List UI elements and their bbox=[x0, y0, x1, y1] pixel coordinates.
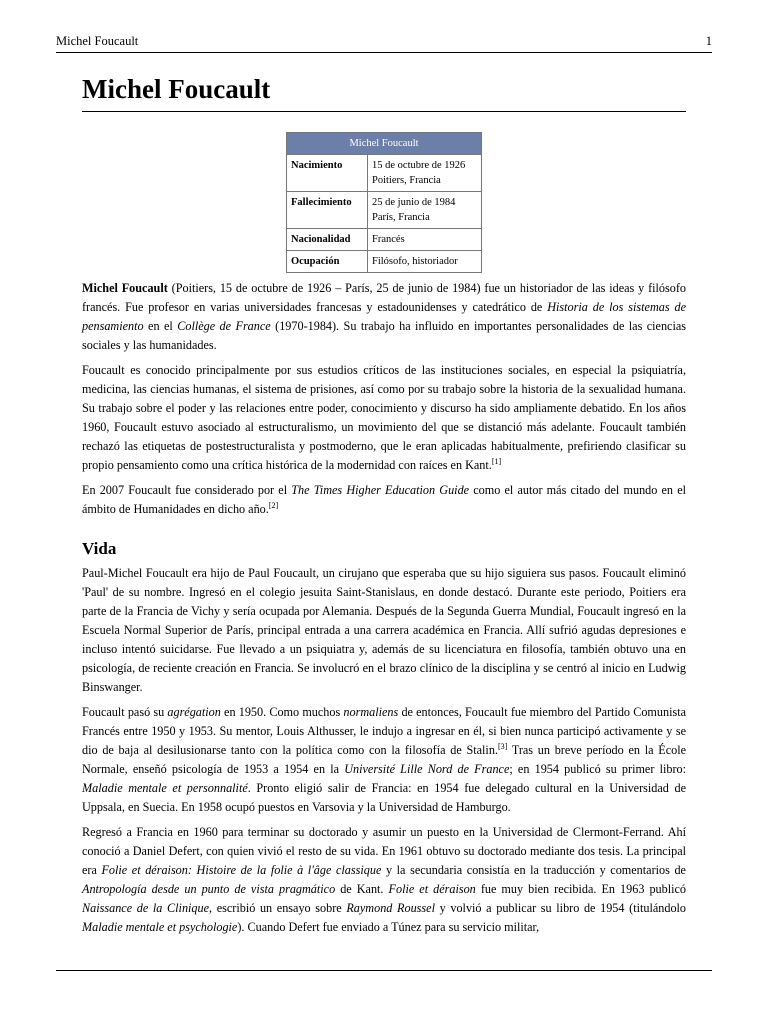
vida-paragraph bbox=[82, 703, 686, 817]
italic-text: Naissance de la Clinique bbox=[82, 901, 210, 915]
italic-text: agrégation bbox=[167, 705, 221, 719]
birth-date: 15 de octubre de 1926 bbox=[372, 160, 466, 171]
text: Foucault pasó su bbox=[82, 705, 168, 719]
intro-paragraph bbox=[82, 481, 686, 519]
text: Regresó a Francia en 1960 para terminar su doctorado y asumir un puesto en la Universidad de Clermont-Ferrand. Ahí conoció a Daniel Defert, con quien vivió el resto de su vida. En 1961 obtuvo su doctorado mediante dos tesis. La principal era bbox=[82, 825, 686, 877]
infobox-row-occupation bbox=[287, 251, 482, 273]
italic-text: Folie et déraison: Histoire de la folie à l'âge classique bbox=[101, 863, 382, 877]
infobox-key: Ocupación bbox=[287, 251, 368, 273]
text: , escribió un ensayo sobre bbox=[209, 901, 347, 915]
text: (Poitiers, 15 de octubre de 1926 – París, 25 de junio de 1984) fue un historiador de las ideas y filósofo francés. Fue profesor en varias universidades francesas y estadounidenses y catedrático de bbox=[82, 281, 686, 314]
text: en 1950. Como muchos bbox=[220, 705, 344, 719]
section-heading-vida: Vida bbox=[82, 539, 117, 558]
text: de Kant. bbox=[335, 882, 389, 896]
italic-text: Antropología desde un punto de vista pragmático bbox=[82, 882, 336, 896]
text: ). Cuando Defert fue enviado a Túnez para su servicio militar, bbox=[237, 920, 540, 934]
infobox-value bbox=[368, 192, 482, 229]
text: como el autor más citado del mundo en el ámbito de Humanidades en dicho año. bbox=[82, 483, 686, 516]
italic-text: The Times Higher Education Guide bbox=[291, 483, 470, 497]
death-place: París, Francia bbox=[372, 212, 430, 223]
article-body bbox=[82, 279, 686, 943]
text: Foucault es conocido principalmente por sus estudios críticos de las instituciones sociales, en especial la psiquiatría, medicina, las ciencias humanas, el sistema de prisiones, así como por su trabajo sobre la historia de la sexualidad humana. Su trabajo sobre el poder y las relaciones entre poder, conocimiento y discurso ha sido ampliamente debatido. En los años 1960, Foucault estuvo asociado al estructuralismo, un movimiento del que se distanció más adelante. Foucault también rechazó las etiquetas de postestructuralista y postmoderno, que le eran aplicadas habitualmente, prefiriendo clasificar su propio pensamiento como una crítica histórica de la modernidad con raíces en Kant. bbox=[82, 363, 686, 472]
infobox-value: Francés bbox=[368, 229, 482, 251]
intro-paragraph bbox=[82, 279, 686, 355]
infobox-key: Nacionalidad bbox=[287, 229, 368, 251]
text: (1970-1984). Su trabajo ha influido en importantes personalidades de las ciencias sociales y las humanidades. bbox=[82, 319, 687, 352]
text: Tras un breve período en la École Normale, enseñó psicología de 1953 a 1954 en la bbox=[82, 743, 687, 776]
infobox-key: Fallecimiento bbox=[287, 192, 368, 229]
text: en el bbox=[143, 319, 178, 333]
italic-text: normaliens bbox=[343, 705, 399, 719]
reference-link[interactable]: [1] bbox=[491, 457, 502, 466]
infobox-row-death bbox=[287, 192, 482, 229]
intro-paragraph bbox=[82, 361, 686, 475]
infobox-key: Nacimiento bbox=[287, 155, 368, 192]
text: En 2007 Foucault fue considerado por el bbox=[82, 483, 292, 497]
vida-paragraph bbox=[82, 823, 686, 937]
text: y volvió a publicar su libro de 1954 (titulándolo bbox=[434, 901, 687, 915]
infobox-value: Filósofo, historiador bbox=[368, 251, 482, 273]
text: y la secundaria consistía en la traducción y comentarios de bbox=[381, 863, 686, 877]
italic-text: Maladie mentale et personnalité bbox=[82, 781, 248, 795]
running-header bbox=[56, 34, 712, 53]
italic-text: Folie et déraison bbox=[388, 882, 476, 896]
page-number: 1 bbox=[705, 34, 712, 48]
vida-paragraph: Paul-Michel Foucault era hijo de Paul Foucault, un cirujano que esperaba que su hijo siguiera sus pasos. Foucault eliminó 'Paul' de su nombre. Ingresó en el colegio jesuita Saint-Stanislaus, en donde destacó. Durante este periodo, Poitiers era parte de la Francia de Vichy y sería ocupada por Alemania. Después de la Segunda Guerra Mundial, Foucault ingresó en la Escuela Normal Superior de París, principal entrada a una carrera académica en Francia. Allí sufrió agudas depresiones e incluso intentó suicidarse. Fue llevado a un psiquiatra y, además de su licenciatura en filosofía, también obtuvo una en psicología, de reciente creación en Francia. Se involucró en el brazo clínico de la disciplina y se centró al inicio en Ludwig Binswanger. bbox=[82, 566, 686, 694]
italic-text: Raymond Roussel bbox=[346, 901, 435, 915]
page-title: Michel Foucault bbox=[82, 74, 686, 112]
infobox-value bbox=[368, 155, 482, 192]
reference-link[interactable]: [3] bbox=[497, 742, 508, 751]
death-date: 25 de junio de 1984 bbox=[372, 197, 456, 208]
italic-text: Maladie mentale et psychologie bbox=[82, 920, 238, 934]
subject-name: Michel Foucault bbox=[82, 281, 168, 295]
reference-link[interactable]: [2] bbox=[268, 501, 279, 510]
text: fue muy bien recibida. En 1963 publicó bbox=[475, 882, 686, 896]
infobox-row-birth bbox=[287, 155, 482, 192]
text: ; en 1954 publicó su primer libro: bbox=[509, 762, 686, 776]
birth-place: Poitiers, Francia bbox=[372, 175, 441, 186]
running-header-title: Michel Foucault bbox=[56, 34, 139, 48]
text: . Pronto eligió salir de Francia: en 1954 fue delegado cultural en la Universidad de Uppsala, en Suecia. En 1958 ocupó puestos en Varsovia y la Universidad de Hamburgo. bbox=[82, 781, 686, 814]
italic-text: Université Lille Nord de France bbox=[344, 762, 510, 776]
text: de entonces, Foucault fue miembro del Partido Comunista Francés entre 1950 y 1953. Su mentor, Louis Althusser, le indujo a ingresar en él, si bien nunca participó activamente y se dio de baja al desilusionarse tanto con la política como con la filosofía de Stalin. bbox=[82, 705, 687, 757]
infobox bbox=[286, 132, 482, 273]
italic-text: Collège de France bbox=[177, 319, 271, 333]
infobox-row-nationality bbox=[287, 229, 482, 251]
footer-rule bbox=[56, 970, 712, 971]
infobox-caption: Michel Foucault bbox=[287, 133, 482, 155]
italic-text: Historia de los sistemas de pensamiento bbox=[82, 300, 686, 333]
